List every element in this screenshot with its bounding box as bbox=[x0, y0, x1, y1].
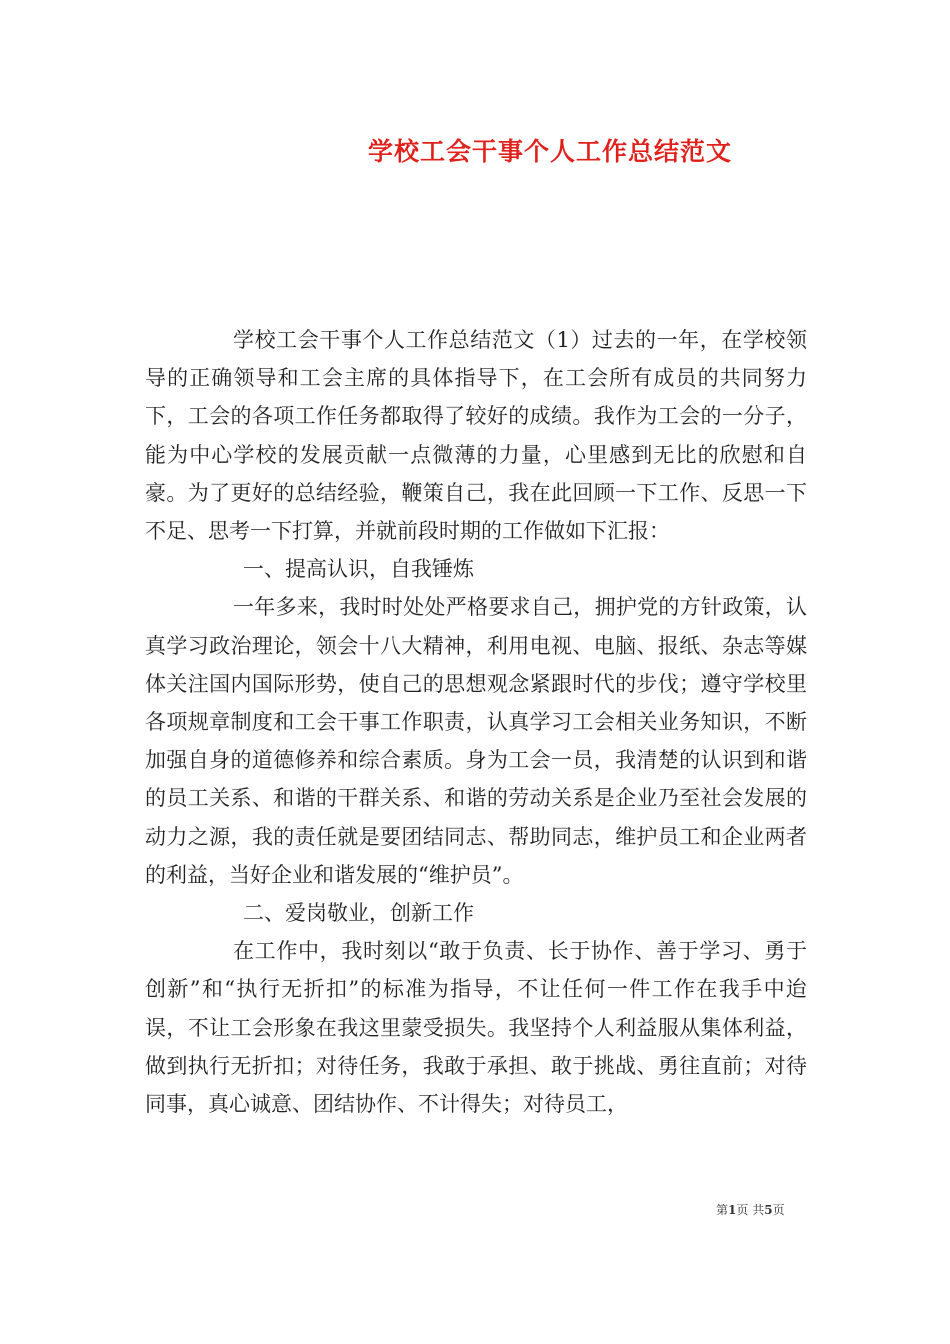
section-heading-1: 一、提高认识，自我锤炼 bbox=[243, 557, 474, 582]
footer-page-number: 1 bbox=[728, 1203, 737, 1217]
document-body bbox=[145, 321, 807, 1123]
footer-suffix: 页 bbox=[772, 1203, 785, 1217]
section-heading-2: 二、爱岗敬业，创新工作 bbox=[243, 901, 474, 926]
footer-prefix: 第 bbox=[716, 1203, 729, 1217]
footer-middle: 页 共 bbox=[736, 1203, 765, 1217]
footer-total-pages: 5 bbox=[764, 1203, 773, 1217]
document-title: 学校工会干事个人工作总结范文 bbox=[367, 137, 732, 166]
paragraph-section-2: 在工作中，我时刻以“敢于负责、长于协作、善于学习、勇于创新”和“执行无折扣”的标准为指导，不让任何一件工作在我手中迨误，不让工会形象在我这里蒙受损失。我坚持个人利益服从集体利益，做到执行无折扣；对待任务，我敢于承担、敢于挑战、勇往直前；对待同事，真心诚意、团结协作、不计得失；对待员工， bbox=[145, 939, 807, 1117]
paragraph-section-1: 一年多来，我时时处处严格要求自己，拥护党的方针政策，认真学习政治理论，领会十八大精神，利用电视、电脑、报纸、杂志等媒体关注国内国际形势，使自己的思想观念紧跟时代的步伐；遵守学校里各项规章制度和工会干事工作职责，认真学习工会相关业务知识，不断加强自身的道德修养和综合素质。身为工会一员，我清楚的认识到和谐的员工关系、和谐的干群关系、和谐的劳动关系是企业乃至社会发展的动力之源，我的责任就是要团结同志、帮助同志，维护员工和企业两者的利益，当好企业和谐发展的“维护员”。 bbox=[145, 595, 807, 887]
page-footer bbox=[716, 1201, 785, 1218]
paragraph-intro: 学校工会干事个人工作总结范文（1）过去的一年，在学校领导的正确领导和工会主席的具体指导下，在工会所有成员的共同努力下，工会的各项工作任务都取得了较好的成绩。我作为工会的一分子，能为中心学校的发展贡献一点微薄的力量，心里感到无比的欣慰和自豪。为了更好的总结经验，鞭策自己，我在此回顾一下工作、反思一下不足、思考一下打算，并就前段时期的工作做如下汇报： bbox=[145, 328, 807, 544]
